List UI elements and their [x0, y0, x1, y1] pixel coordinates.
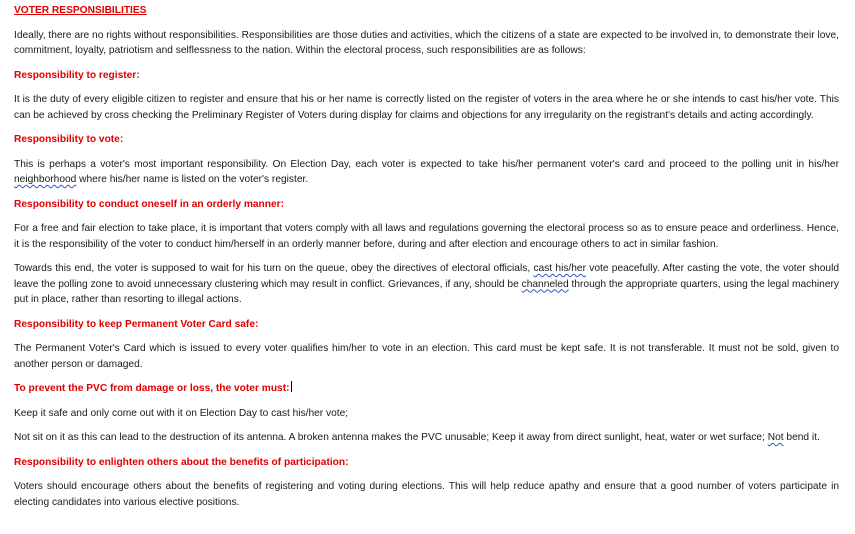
- heading-register: Responsibility to register:: [14, 69, 140, 81]
- heading-prevent-damage: [14, 381, 839, 397]
- intro-paragraph: Ideally, there are no rights without responsibilities. Responsibilities are those duties and activities, which the citizens of a state are expected to be involved in, to demonstrate their love, commitment, loyalty, patriotism and selflessness to the nation. Within the electoral process, such responsibilities are as follows:: [14, 29, 839, 56]
- paragraph-item-1: Keep it safe and only come out with it on Election Day to cast his/her vote;: [14, 407, 349, 419]
- paragraph-keep-pvc-safe: The Permanent Voter's Card which is issued to every voter qualifies him/her to vote in an election. This card must be kept safe. It is not transferable. It must not be sold, given to another person or damaged.: [14, 343, 839, 370]
- paragraph-vote: [14, 157, 839, 188]
- grammar-flagged-phrase[interactable]: cast his/her: [533, 263, 586, 274]
- heading-enlighten: Responsibility to enlighten others about the benefits of participation:: [14, 456, 349, 468]
- paragraph-enlighten: Voters should encourage others about the benefits of registering and voting during elections. This will help reduce apathy and ensure that a good number of voters participate in electing candidates into various elective positions.: [14, 481, 839, 508]
- document-title: VOTER RESPONSIBILITIES: [14, 5, 147, 16]
- text-run: through the appropriate quarters, using the legal machinery put in place, rather than resorting to illegal actions.: [14, 278, 839, 305]
- paragraph-conduct-2: [14, 261, 839, 308]
- text-run: Towards this end, the voter is supposed to wait for his turn on the queue, obey the directives of electoral officials,: [14, 263, 534, 274]
- text-run: vote peacefully. After casting the vote, the voter should leave the polling zone to avoid unnecessary clustering which may result in conflict. Grievances, if any, should be: [14, 263, 839, 290]
- heading-text: To prevent the PVC from damage or loss, the voter must:: [14, 383, 290, 394]
- paragraph-conduct-1: For a free and fair election to take place, it is important that voters comply with all laws and regulations governing the electoral process so as to ensure peace and orderliness. Hence, it is the responsibility of the voter to conduct him/herself in an orderly manner before, during and after election and encourage others to act in similar fashion.: [14, 223, 839, 250]
- spelling-flagged-word[interactable]: channeled: [521, 278, 569, 290]
- heading-keep-pvc-safe: Responsibility to keep Permanent Voter Card safe:: [14, 318, 259, 330]
- heading-vote: Responsibility to vote:: [14, 134, 124, 145]
- paragraph-register: It is the duty of every eligible citizen to register and ensure that his or her name is correctly listed on the register of voters in the area where he or she intends to cast his/her vote. This can be achieved by cross checking the Preliminary Register of Voters during display for claims and objections for any irregularity on the registrant's details and acting accordingly.: [14, 94, 839, 121]
- heading-conduct: Responsibility to conduct oneself in an orderly manner:: [14, 198, 285, 210]
- spelling-flagged-word[interactable]: neighborhood: [14, 174, 77, 185]
- text-run: Not sit on it as this can lead to the destruction of its antenna. A broken antenna makes the PVC unusable; Keep it away from direct sunlight, heat, water or wet surface;: [14, 432, 768, 443]
- grammar-flagged-word[interactable]: Not: [767, 432, 784, 443]
- text-run: bend it.: [783, 432, 820, 443]
- text-run: This is perhaps a voter's most important responsibility. On Election Day, each voter is expected to take his/her permanent voter's card and proceed to the polling unit in his/her: [14, 158, 839, 170]
- text-run: where his/her name is listed on the voter's register.: [76, 174, 309, 185]
- text-cursor: [291, 381, 292, 392]
- paragraph-item-2: [14, 430, 839, 446]
